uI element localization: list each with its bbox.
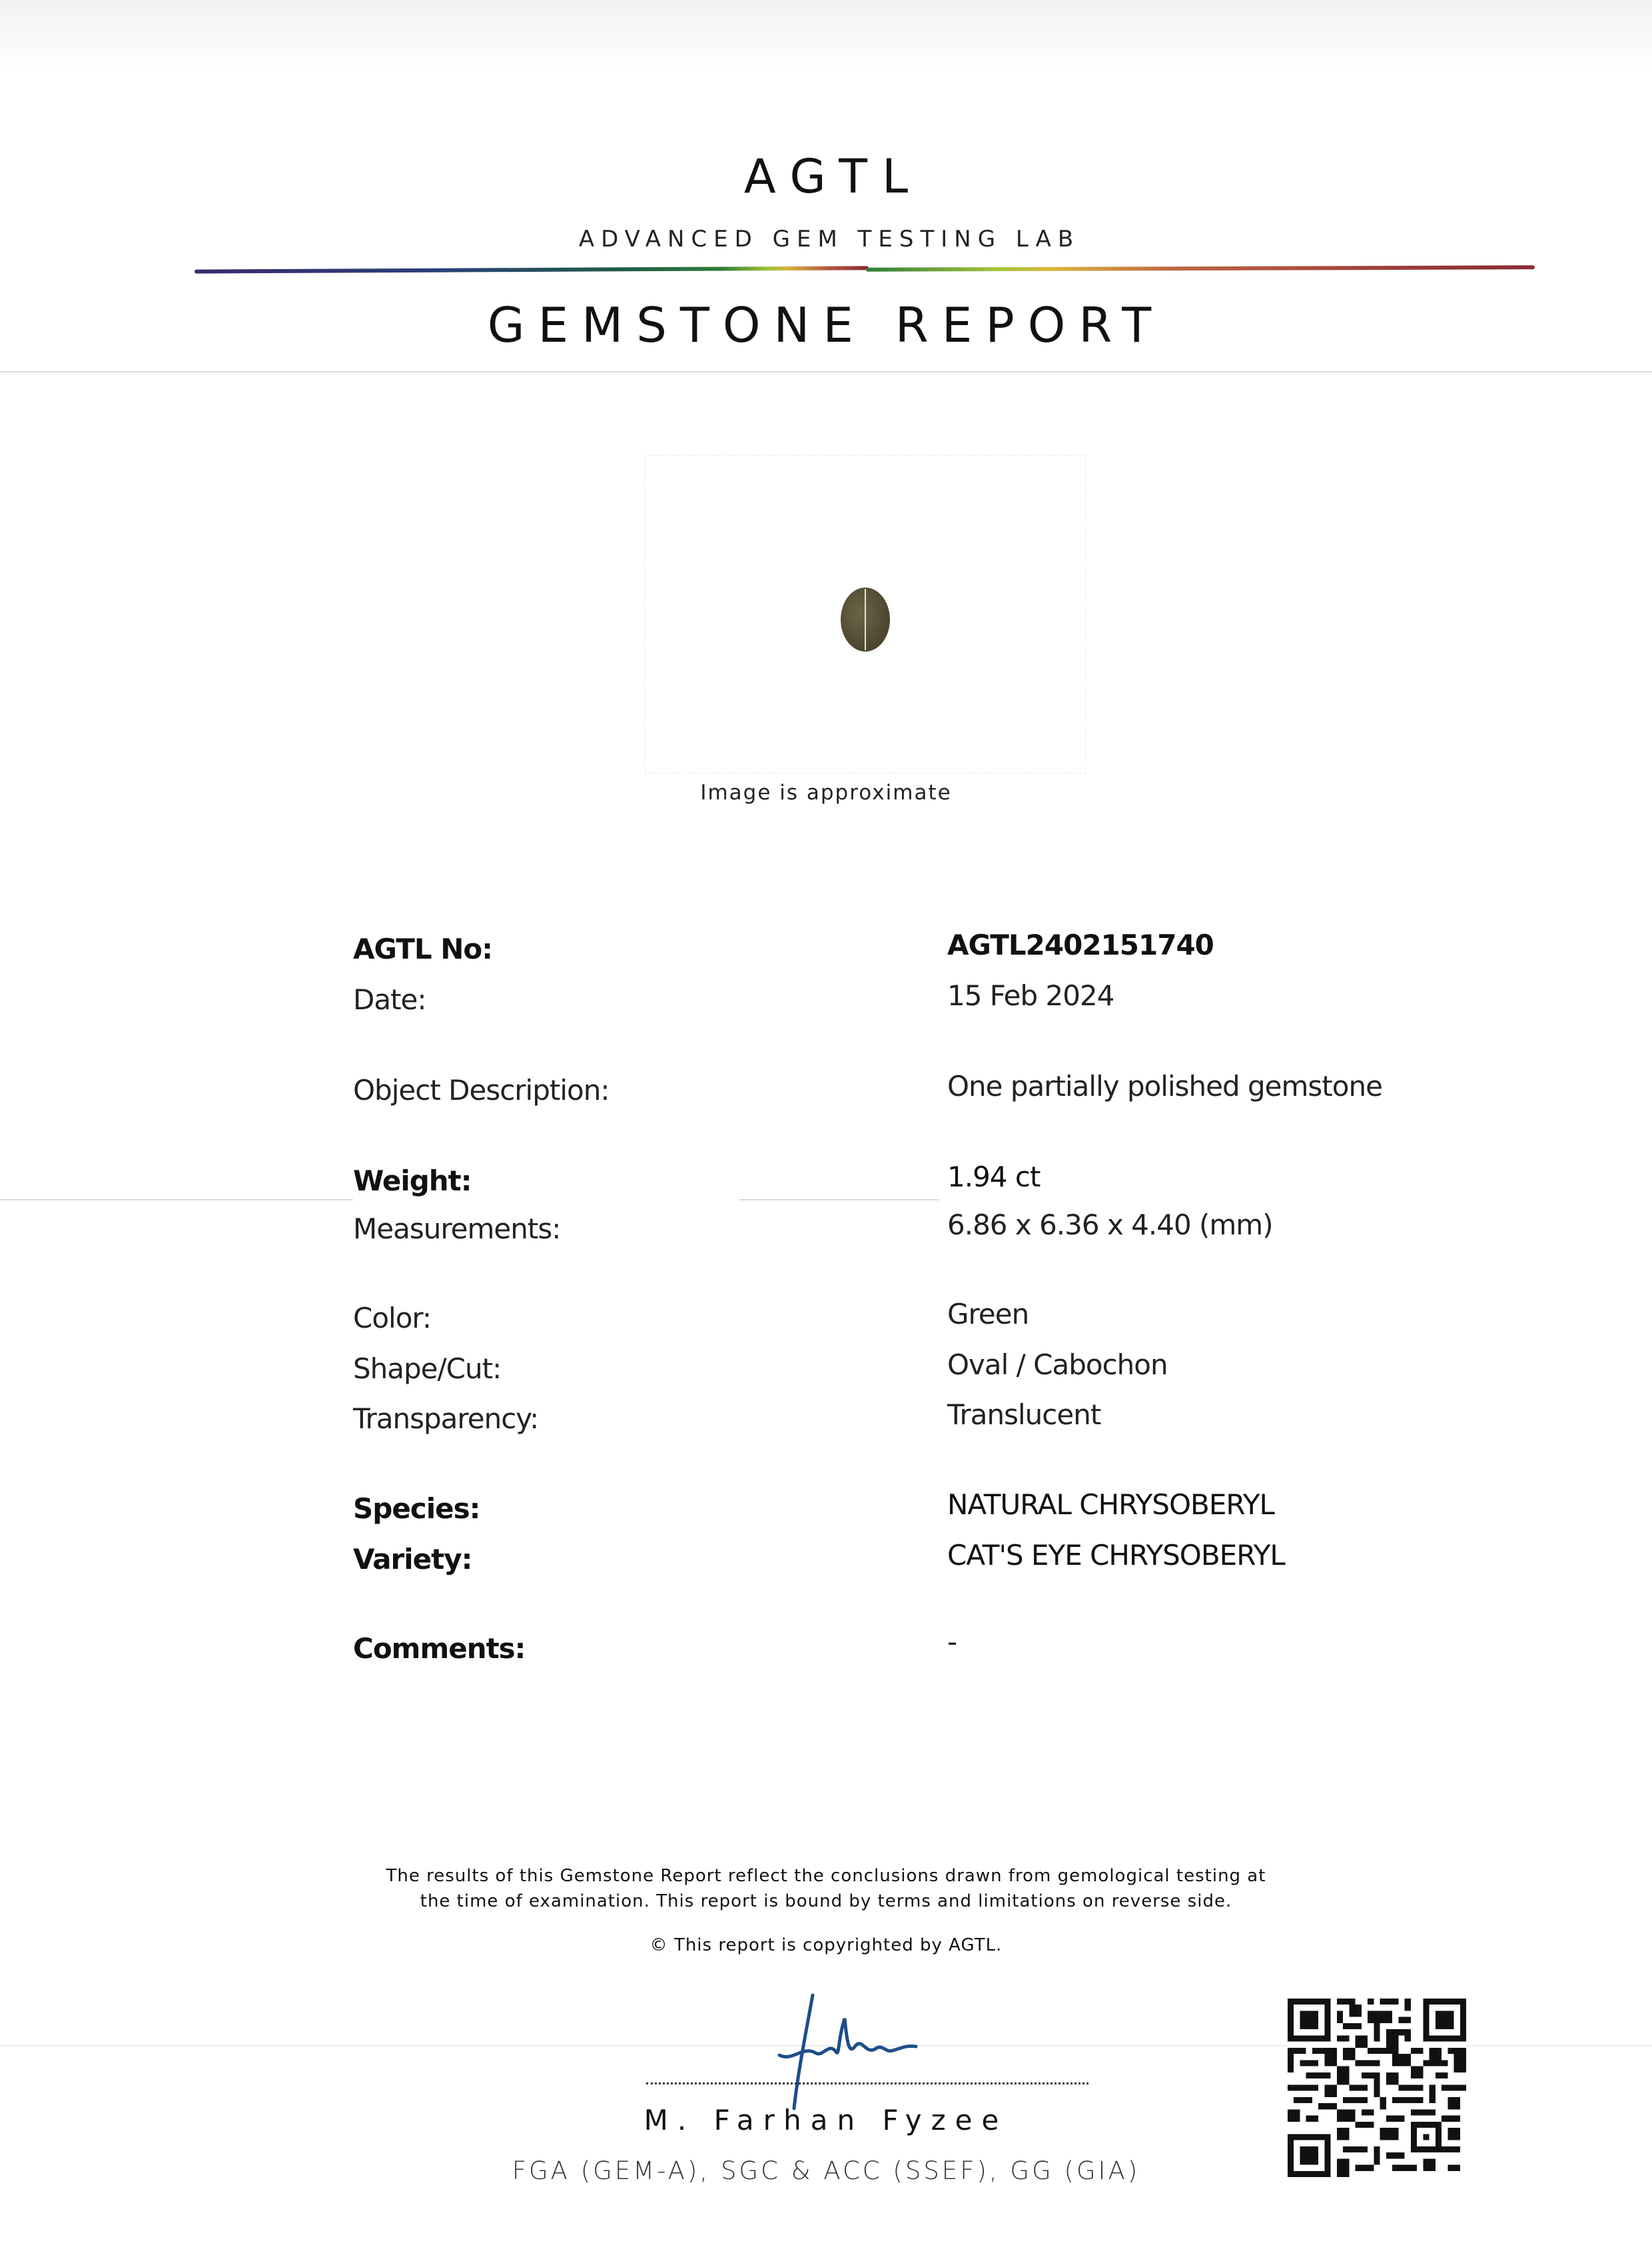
spectrum-divider — [866, 265, 1535, 272]
field-date — [353, 979, 1485, 1023]
field-weight — [353, 1160, 1485, 1204]
qr-code-icon[interactable] — [1286, 1999, 1468, 2177]
field-value: Translucent — [947, 1398, 1101, 1431]
field-shape-cut — [353, 1348, 1485, 1392]
fold-line — [0, 1199, 353, 1200]
field-variety — [353, 1539, 1485, 1583]
signer-name: M. Farhan Fyzee — [643, 2104, 1009, 2136]
field-label: Object Description: — [353, 1074, 610, 1107]
spectrum-divider — [195, 266, 869, 273]
field-value: 15 Feb 2024 — [947, 979, 1114, 1012]
field-label: Weight: — [353, 1164, 472, 1197]
field-label: Color: — [353, 1302, 432, 1334]
field-label: Transparency: — [353, 1402, 539, 1435]
cats-eye-band — [865, 589, 866, 650]
report-header — [0, 149, 1652, 252]
field-label: Species: — [353, 1492, 480, 1525]
field-measurements — [353, 1208, 1485, 1252]
field-label: Variety: — [353, 1543, 472, 1576]
field-value: NATURAL CHRYSOBERYL — [947, 1488, 1274, 1521]
field-label: AGTL No: — [353, 933, 493, 965]
field-object-description — [353, 1070, 1485, 1114]
field-value: - — [947, 1625, 957, 1658]
disclaimer-line: the time of examination. This report is bound by terms and limitations on reverse side. — [420, 1891, 1232, 1911]
field-value: Green — [947, 1298, 1029, 1330]
signature-line — [646, 2082, 1088, 2084]
report-title: GEMSTONE REPORT — [487, 297, 1165, 353]
disclaimer — [0, 1863, 1652, 1914]
lab-logo: AGTL — [743, 149, 923, 204]
scan-edge — [0, 0, 1652, 73]
fold-line — [0, 371, 1652, 372]
field-label: Comments: — [353, 1632, 526, 1665]
field-label: Measurements: — [353, 1212, 561, 1245]
image-caption: Image is approximate — [700, 781, 952, 805]
field-label: Date: — [353, 983, 426, 1016]
field-value: CAT'S EYE CHRYSOBERYL — [947, 1539, 1285, 1572]
signer-credentials: FGA (GEM-A), SGC & ACC (SSEF), GG (GIA) — [512, 2156, 1140, 2185]
field-value: AGTL2402151740 — [947, 929, 1214, 961]
signature — [766, 1992, 966, 2112]
field-agtl-no — [353, 929, 1485, 973]
field-label: Shape/Cut: — [353, 1352, 502, 1385]
field-value: 1.94 ct — [947, 1160, 1040, 1193]
copyright-notice: © This report is copyrighted by AGTL. — [649, 1935, 1003, 1955]
field-species — [353, 1488, 1485, 1532]
field-color — [353, 1298, 1485, 1342]
field-value: Oval / Cabochon — [947, 1348, 1168, 1381]
field-value: 6.86 x 6.36 x 4.40 (mm) — [947, 1208, 1273, 1241]
field-comments — [353, 1625, 1485, 1672]
lab-name: ADVANCED GEM TESTING LAB — [578, 226, 1080, 252]
field-value: One partially polished gemstone — [947, 1070, 1382, 1103]
disclaimer-line: The results of this Gemstone Report reflect the conclusions drawn from gemological testing at — [386, 1866, 1266, 1886]
field-transparency — [353, 1398, 1485, 1442]
